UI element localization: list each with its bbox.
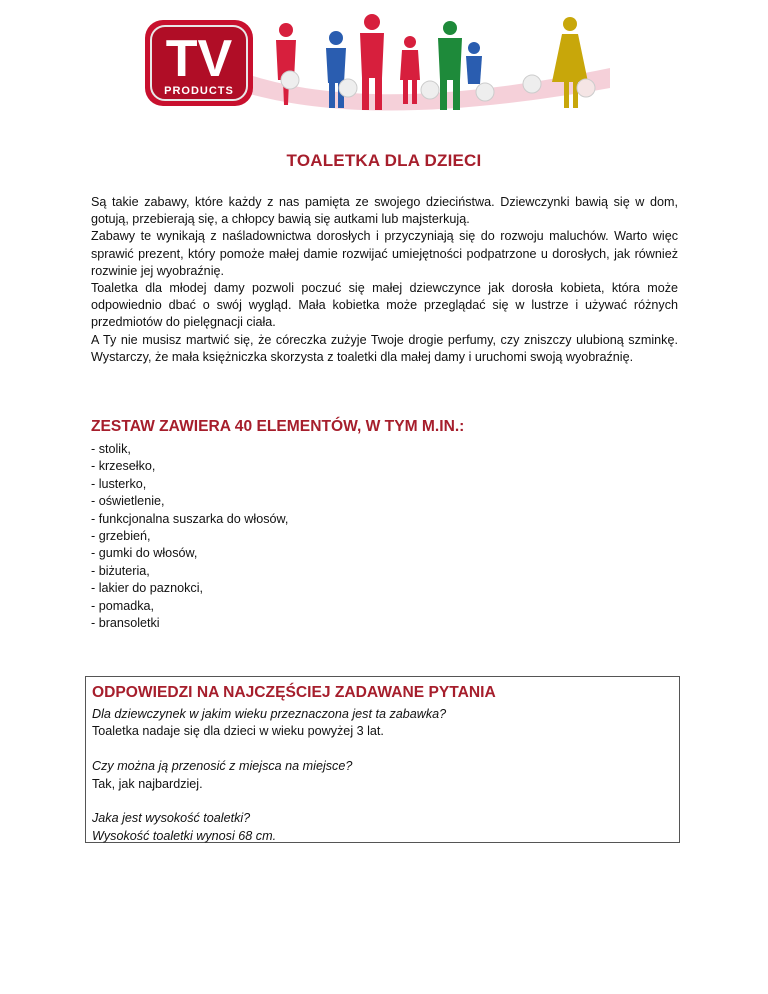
header-banner — [140, 8, 620, 116]
page-title: TOALETKA DLA DZIECI — [286, 151, 482, 170]
intro-paragraph: Są takie zabawy, które każdy z nas pamięta ze swojego dzieciństwa. Dziewczynki bawią się w dom, gotują, przebierają się, a chłopcy bawią się autkami lub majsterkują. — [91, 195, 678, 227]
faq-answer: Tak, jak najbardziej. — [92, 776, 203, 791]
faq-question: Czy można ją przenosić z miejsca na miejsce? — [92, 759, 353, 774]
logo-products-text: PRODUCTS — [164, 85, 234, 97]
list-item: - bransoletki — [91, 616, 160, 631]
list-item: - grzebień, — [91, 529, 151, 544]
intro-paragraph: Zabawy te wynikają z naśladownictwa dorosłych i przyczyniają się do rozwoju maluchów. Warto więc sprawić prezent, który pomoże małej damie rozwijać umiejętności podpatrzone u dorosłych, jak również rozwinie jej wyobraźnię. — [91, 229, 678, 278]
faq-question: Dla dziewczynek w jakim wieku przeznaczona jest ta zabawka? — [92, 707, 447, 721]
faq-question: Jaka jest wysokość toaletki? — [92, 811, 251, 826]
faq-box — [85, 676, 680, 843]
list-item: - krzesełko, — [91, 459, 156, 474]
faq-item — [92, 758, 673, 793]
list-item: - stolik, — [91, 442, 131, 456]
faq-heading: ODPOWIEDZI NA NAJCZĘŚCIEJ ZADAWANE PYTANIA — [92, 684, 496, 701]
list-item: - lusterko, — [91, 476, 147, 491]
list-item: - biżuteria, — [91, 563, 150, 578]
list-item: - oświetlenie, — [91, 494, 165, 509]
list-item: - funkcjonalna suszarka do włosów, — [91, 511, 289, 526]
faq-item — [92, 706, 673, 741]
list-item: - pomadka, — [91, 598, 154, 613]
banner-graphic — [140, 8, 620, 116]
tv-products-logo — [145, 20, 253, 106]
contents-heading: ZESTAW ZAWIERA 40 ELEMENTÓW, W TYM M.IN.: — [91, 418, 465, 435]
faq-answer: Toaletka nadaje się dla dzieci w wieku powyżej 3 lat. — [92, 724, 384, 739]
list-item: - lakier do paznokci, — [91, 581, 203, 596]
contents-list — [91, 441, 288, 632]
intro-text — [91, 194, 678, 366]
faq-list — [92, 706, 673, 863]
intro-paragraph: A Ty nie musisz martwić się, że córeczka zużyje Twoje drogie perfumy, czy zniszczy ulubioną szminkę. Wystarczy, że mała księżniczka skorzysta z toaletki dla małej damy i uruchomi swoją wyobraźnię. — [91, 332, 678, 364]
intro-paragraph: Toaletka dla młodej damy pozwoli poczuć się małej dziewczynce jak dorosła kobieta, która może odpowiednio dbać o swój wygląd. Mała kobietka może przeglądać się w lustrze i używać różnych przedmiotów do pielęgnacji ciała. — [91, 281, 678, 330]
list-item: - gumki do włosów, — [91, 546, 198, 561]
faq-answer: Wysokość toaletki wynosi 68 cm. — [92, 828, 277, 843]
logo-tv-text: TV — [165, 30, 233, 88]
faq-item — [92, 810, 673, 845]
